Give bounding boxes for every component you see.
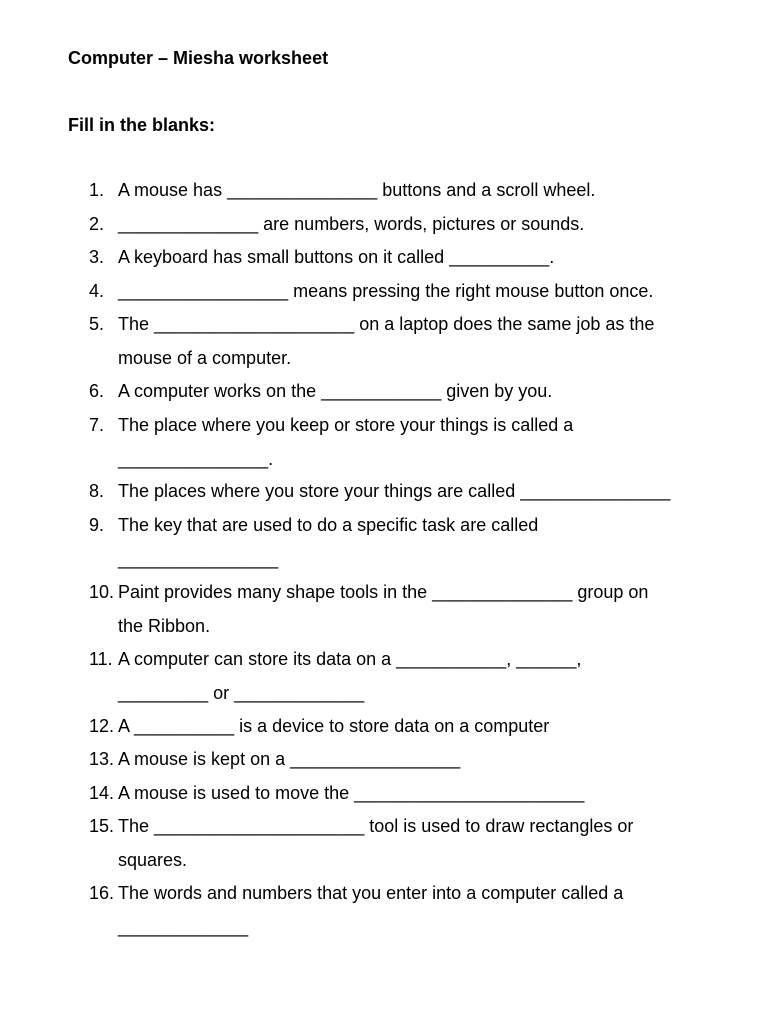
question-line: A mouse is kept on a _________________ — [118, 749, 461, 769]
question-line: squares. — [118, 849, 188, 870]
question-text — [118, 743, 708, 777]
question-line: ________________ — [118, 548, 279, 569]
question-line: A mouse is used to move the _______________________ — [118, 783, 585, 803]
question-line: A mouse has _______________ buttons and a scroll wheel. — [118, 180, 596, 200]
question-line: A computer can store its data on a ___________, ______, — [118, 649, 582, 669]
question-number: 9. — [89, 515, 105, 535]
question-number: 2. — [89, 214, 105, 234]
question-line: A __________ is a device to store data on a computer — [118, 716, 550, 736]
question-text — [118, 509, 708, 576]
question-number: 16. — [89, 883, 115, 903]
question-text — [118, 810, 708, 877]
question-text — [118, 208, 708, 242]
question-text — [118, 275, 708, 309]
question-number: 8. — [89, 481, 105, 501]
question-number: 14. — [89, 783, 115, 803]
question-text — [118, 375, 708, 409]
question-number: 7. — [89, 415, 105, 435]
question-number: 15. — [89, 816, 115, 836]
question-line: The ____________________ on a laptop does the same job as the — [118, 314, 655, 334]
question-text — [118, 643, 708, 710]
question-text — [118, 877, 708, 944]
question-number: 10. — [89, 582, 115, 602]
question-line: _______________. — [118, 448, 274, 469]
question-line: Paint provides many shape tools in the ______________ group on — [118, 582, 649, 602]
question-text — [118, 308, 708, 375]
question-text — [118, 777, 708, 811]
question-number: 3. — [89, 247, 105, 267]
question-text — [118, 409, 708, 476]
question-line: _____________ — [118, 916, 249, 937]
question-text — [118, 174, 708, 208]
question-line: The words and numbers that you enter into a computer called a — [118, 883, 624, 903]
question-line: A keyboard has small buttons on it called __________. — [118, 247, 555, 267]
question-text — [118, 576, 708, 643]
question-line: The places where you store your things are called _______________ — [118, 481, 671, 501]
question-number: 4. — [89, 281, 105, 301]
question-text — [118, 475, 708, 509]
question-text — [118, 241, 708, 275]
question-line: ______________ are numbers, words, pictures or sounds. — [118, 214, 585, 234]
section-heading: Fill in the blanks: — [68, 115, 216, 135]
question-line: The key that are used to do a specific task are called — [118, 515, 539, 535]
question-line: A computer works on the ____________ given by you. — [118, 381, 553, 401]
question-number: 11. — [89, 649, 113, 669]
question-text — [118, 710, 708, 744]
question-line: _________________ means pressing the right mouse button once. — [118, 281, 654, 301]
question-number: 6. — [89, 381, 105, 401]
document-title: Computer – Miesha worksheet — [68, 48, 329, 68]
question-number: 13. — [89, 749, 115, 769]
question-line: The place where you keep or store your things is called a — [118, 415, 574, 435]
question-line: mouse of a computer. — [118, 347, 292, 368]
question-number: 12. — [89, 716, 115, 736]
question-line: _________ or _____________ — [118, 682, 365, 703]
question-number: 1. — [89, 180, 105, 200]
question-line: the Ribbon. — [118, 615, 211, 636]
question-number: 5. — [89, 314, 105, 334]
question-line: The _____________________ tool is used to draw rectangles or — [118, 816, 634, 836]
